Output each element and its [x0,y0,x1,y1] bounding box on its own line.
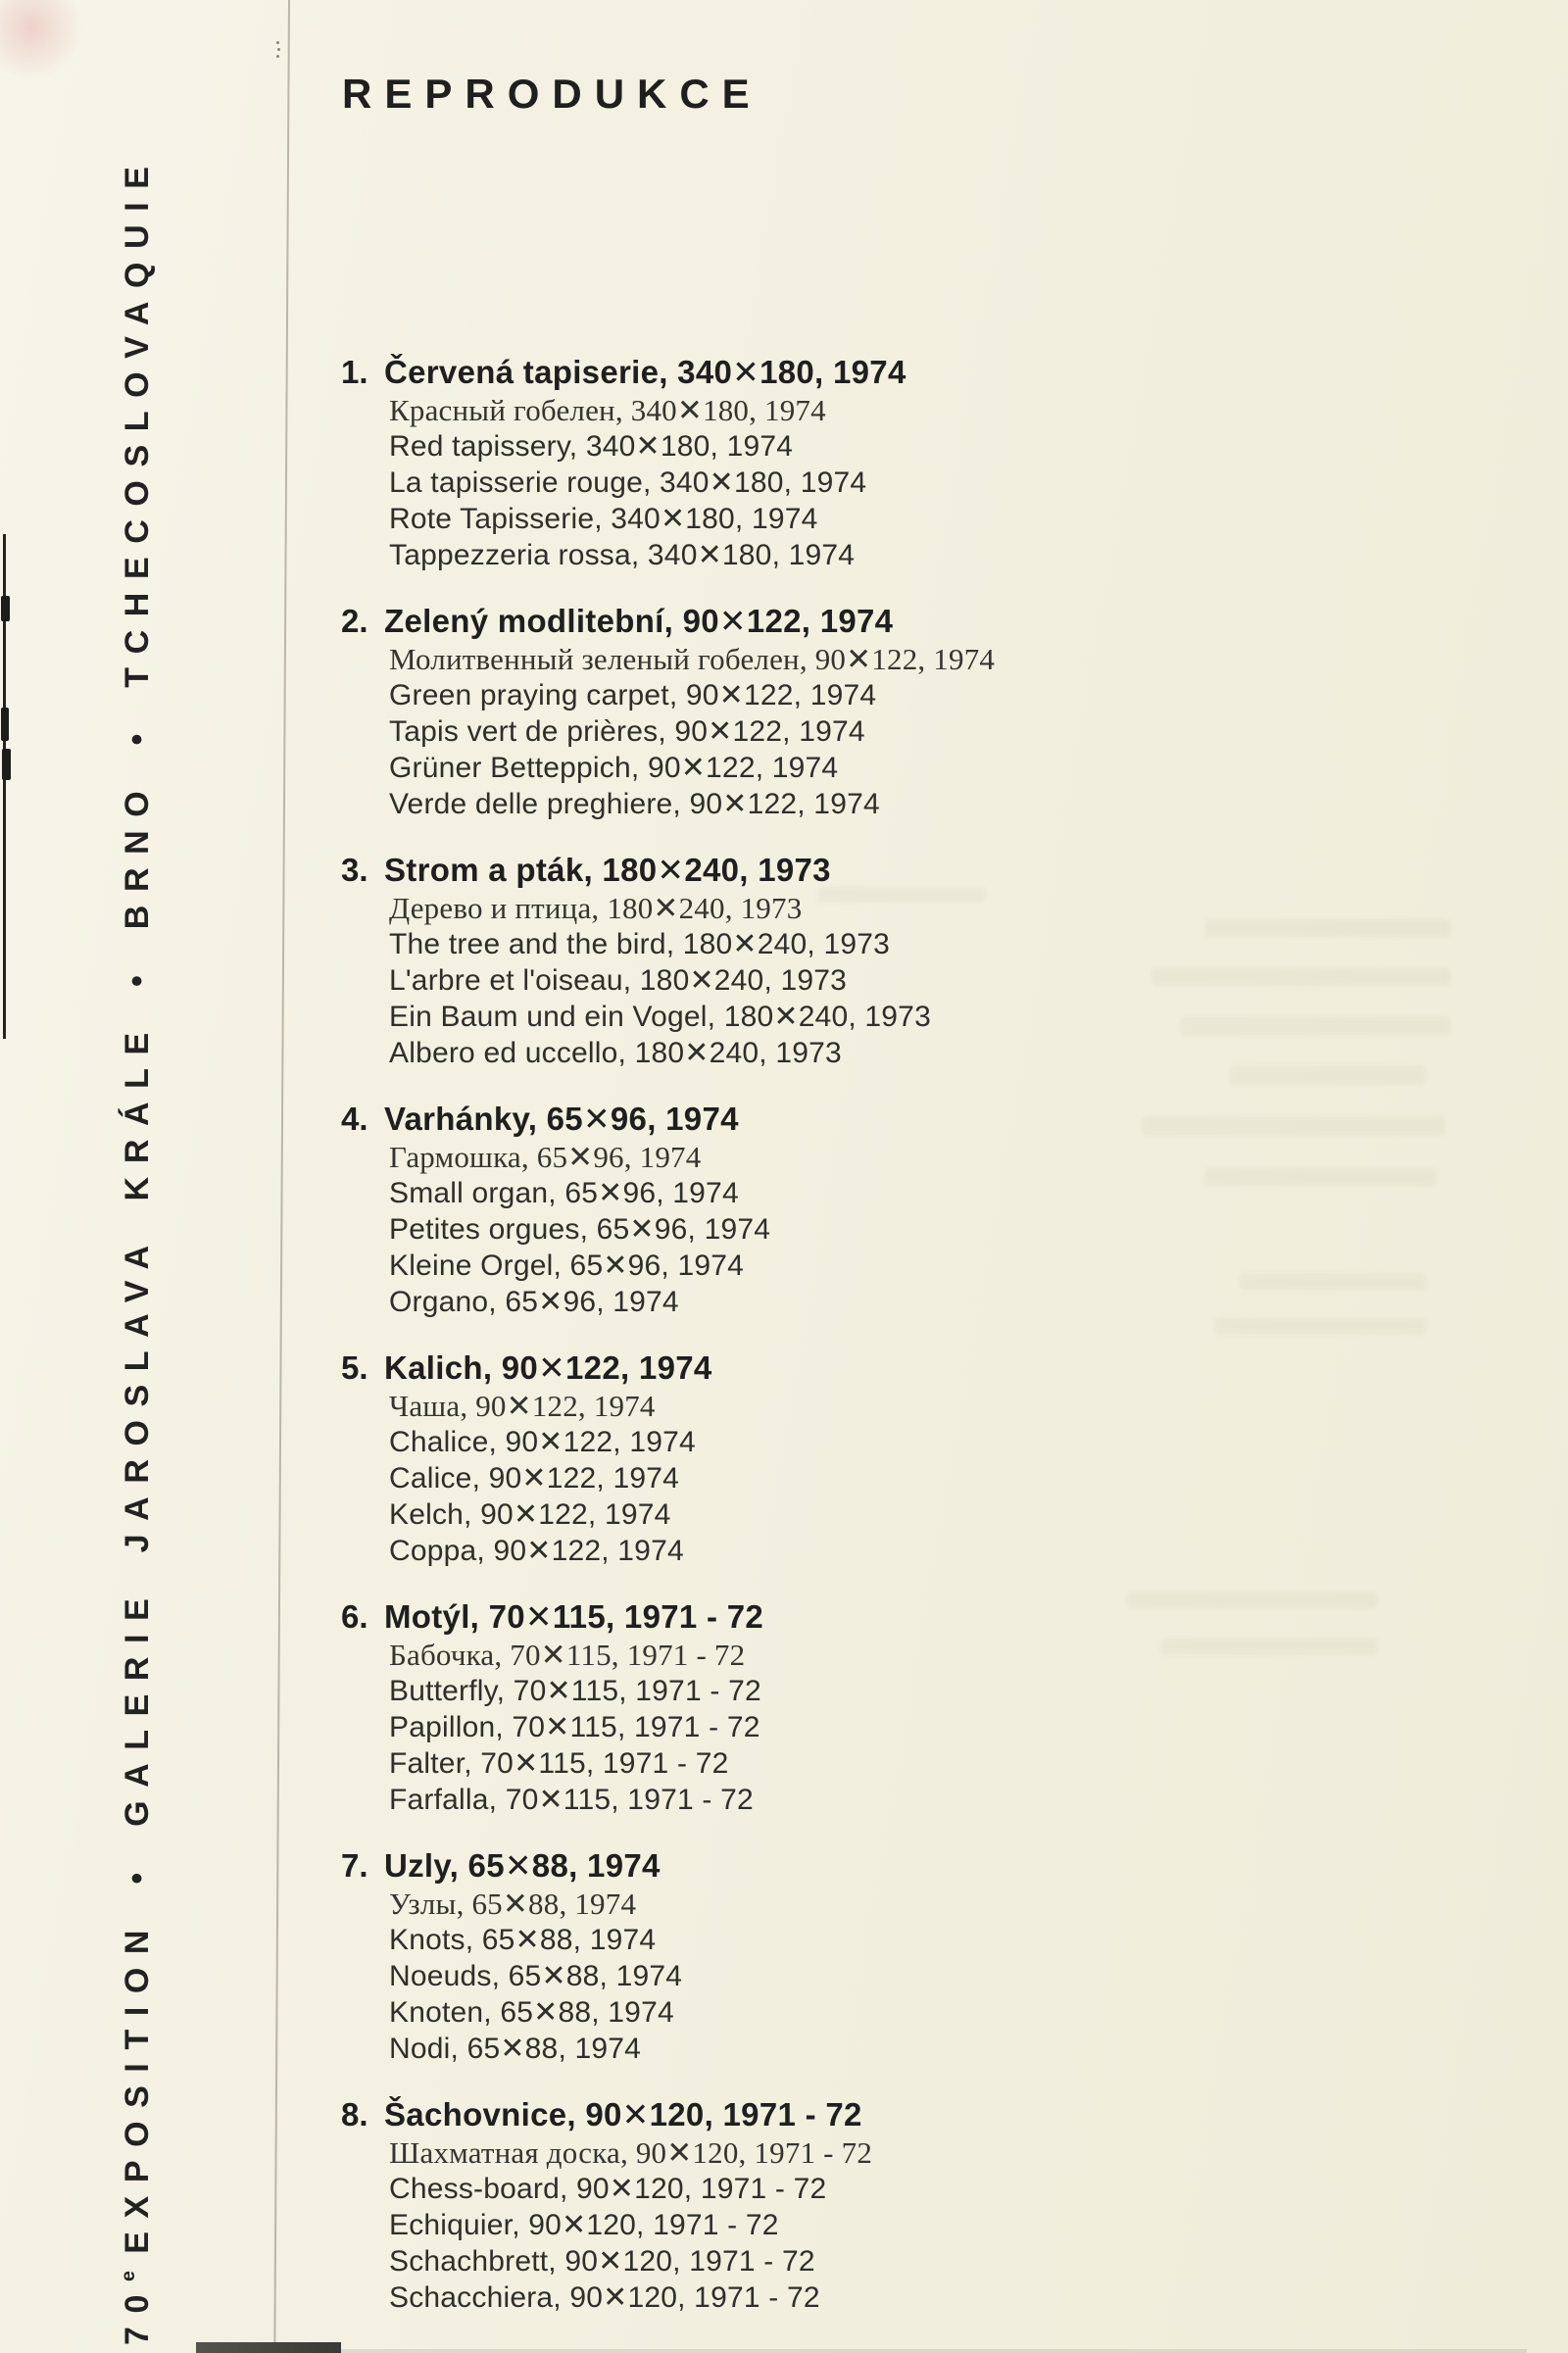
catalog-item [341,1597,1125,1818]
translation-line: Noeuds, 65✕88, 1974 [389,1960,683,1992]
ghost-text-smudge [1142,1117,1446,1135]
translation-line: Coppa, 90✕122, 1974 [389,1535,684,1567]
translation-line: Красный гобелен, 340✕180, 1974 [389,393,826,427]
dust-speck [277,48,280,51]
translation-line: Schachbrett, 90✕120, 1971 - 72 [389,2245,815,2278]
item-title: Kalich, 90✕122, 1974 [384,1349,712,1386]
ghost-text-smudge [1181,1017,1450,1035]
item-heading [341,2095,1125,2134]
translation-line: Calice, 90✕122, 1974 [389,1462,680,1495]
translation-line: Green praying carpet, 90✕122, 1974 [389,679,877,711]
translation-line: La tapisserie rouge, 340✕180, 1974 [389,466,867,499]
catalog-item [341,1846,1125,2067]
item-number: 4. [341,1101,368,1137]
translation-line: The tree and the bird, 180✕240, 1973 [389,928,891,960]
catalog-item [341,2095,1125,2316]
translation-line: Tapis vert de prières, 90✕122, 1974 [389,715,865,748]
translation-line: Knoten, 65✕88, 1974 [389,1996,674,2029]
translation-line: Farfalla, 70✕115, 1971 - 72 [389,1784,754,1816]
item-heading [341,1597,1125,1637]
translation-line: Schacchiera, 90✕120, 1971 - 72 [389,2281,820,2314]
translation-line: Дерево и птица, 180✕240, 1973 [389,891,803,925]
item-heading [341,602,1125,641]
translation-line: Чаша, 90✕122, 1974 [389,1389,656,1423]
item-heading [341,353,1125,392]
translation-line: Grüner Betteppich, 90✕122, 1974 [389,752,839,784]
item-title: Šachovnice, 90✕120, 1971 - 72 [384,2096,862,2132]
bottom-edge-shadow [341,2349,1527,2353]
translation-line: Small organ, 65✕96, 1974 [389,1177,739,1209]
bottom-scan-band [196,2342,341,2353]
translation-line: Гармошка, 65✕96, 1974 [389,1140,702,1174]
item-number: 2. [341,603,368,639]
page-title: REPRODUKCE [342,71,762,117]
translation-line: Kleine Orgel, 65✕96, 1974 [389,1250,745,1282]
translation-line: Узлы, 65✕88, 1974 [389,1887,637,1921]
translation-line: L'arbre et l'oiseau, 180✕240, 1973 [389,964,848,997]
ink-blob [1,596,10,621]
translation-line: Chalice, 90✕122, 1974 [389,1426,696,1458]
sidebar-vertical-caption [106,153,160,2345]
sidebar-ordinal-suffix: e [118,2269,139,2281]
item-number: 6. [341,1598,368,1635]
translation-line: Tappezzeria rossa, 340✕180, 1974 [389,539,856,571]
translation-line: Nodi, 65✕88, 1974 [389,2033,642,2065]
translation-line: Albero ed uccello, 180✕240, 1973 [389,1037,842,1069]
item-title: Varhánky, 65✕96, 1974 [384,1101,739,1137]
item-number: 8. [341,2096,368,2132]
translation-line: Echiquier, 90✕120, 1971 - 72 [389,2209,779,2241]
translation-line: Knots, 65✕88, 1974 [389,1924,657,1956]
ghost-text-smudge [1161,1639,1377,1654]
ink-blob [1,708,9,741]
translation-line: Organo, 65✕96, 1974 [389,1286,679,1318]
catalog-item [341,602,1125,822]
item-title: Uzly, 65✕88, 1974 [384,1847,661,1884]
items-list [341,353,1125,2344]
ghost-text-smudge [1205,919,1450,937]
ghost-text-smudge [1152,968,1450,986]
item-number: 7. [341,1847,368,1884]
translation-line: Butterfly, 70✕115, 1971 - 72 [389,1675,761,1707]
item-title: Strom a pták, 180✕240, 1973 [384,852,831,888]
translation-line: Ein Baum und ein Vogel, 180✕240, 1973 [389,1001,931,1033]
scan-divider-line [273,0,290,2353]
item-number: 3. [341,852,368,888]
catalog-item [341,1348,1125,1569]
catalog-item [341,1100,1125,1320]
sidebar-caption-text: EXPOSITION • GALERIE JAROSLAVA KRÁLE • BRNO • TCHECOSLOVAQUIE [119,153,156,2254]
translation-line: Шахматная доска, 90✕120, 1971 - 72 [389,2135,873,2170]
catalog-item [341,353,1125,573]
catalog-item [341,851,1125,1071]
translation-line: Бабочка, 70✕115, 1971 - 72 [389,1638,746,1672]
translation-line: Молитвенный зеленый гобелен, 90✕122, 1974 [389,642,996,676]
ink-blob [2,749,11,780]
dust-speck [276,55,279,58]
translation-line: Rote Tapisserie, 340✕180, 1974 [389,503,818,535]
item-title: Motýl, 70✕115, 1971 - 72 [384,1598,764,1635]
translation-line: Red tapissery, 340✕180, 1974 [389,430,794,463]
item-number: 5. [341,1349,368,1386]
ghost-text-smudge [1215,1318,1426,1334]
item-number: 1. [341,354,368,390]
ghost-text-smudge [1230,1066,1426,1084]
sidebar-ordinal: 70 [119,2280,156,2345]
item-heading [341,1100,1125,1139]
translation-line: Petites orgues, 65✕96, 1974 [389,1213,771,1246]
ghost-text-smudge [1240,1274,1426,1290]
item-heading [341,1846,1125,1886]
ghost-text-smudge [1127,1593,1377,1608]
item-title: Zelený modlitební, 90✕122, 1974 [384,603,894,639]
translation-line: Chess-board, 90✕120, 1971 - 72 [389,2173,827,2205]
ghost-text-smudge [1205,1168,1436,1186]
translation-line: Falter, 70✕115, 1971 - 72 [389,1747,729,1780]
item-heading [341,1348,1125,1388]
item-title: Červená tapiserie, 340✕180, 1974 [384,354,906,390]
dust-speck [276,41,279,44]
item-heading [341,851,1125,890]
translation-line: Kelch, 90✕122, 1974 [389,1498,671,1531]
translation-line: Verde delle preghiere, 90✕122, 1974 [389,788,880,820]
translation-line: Papillon, 70✕115, 1971 - 72 [389,1711,760,1743]
red-ink-smudge [0,0,88,78]
